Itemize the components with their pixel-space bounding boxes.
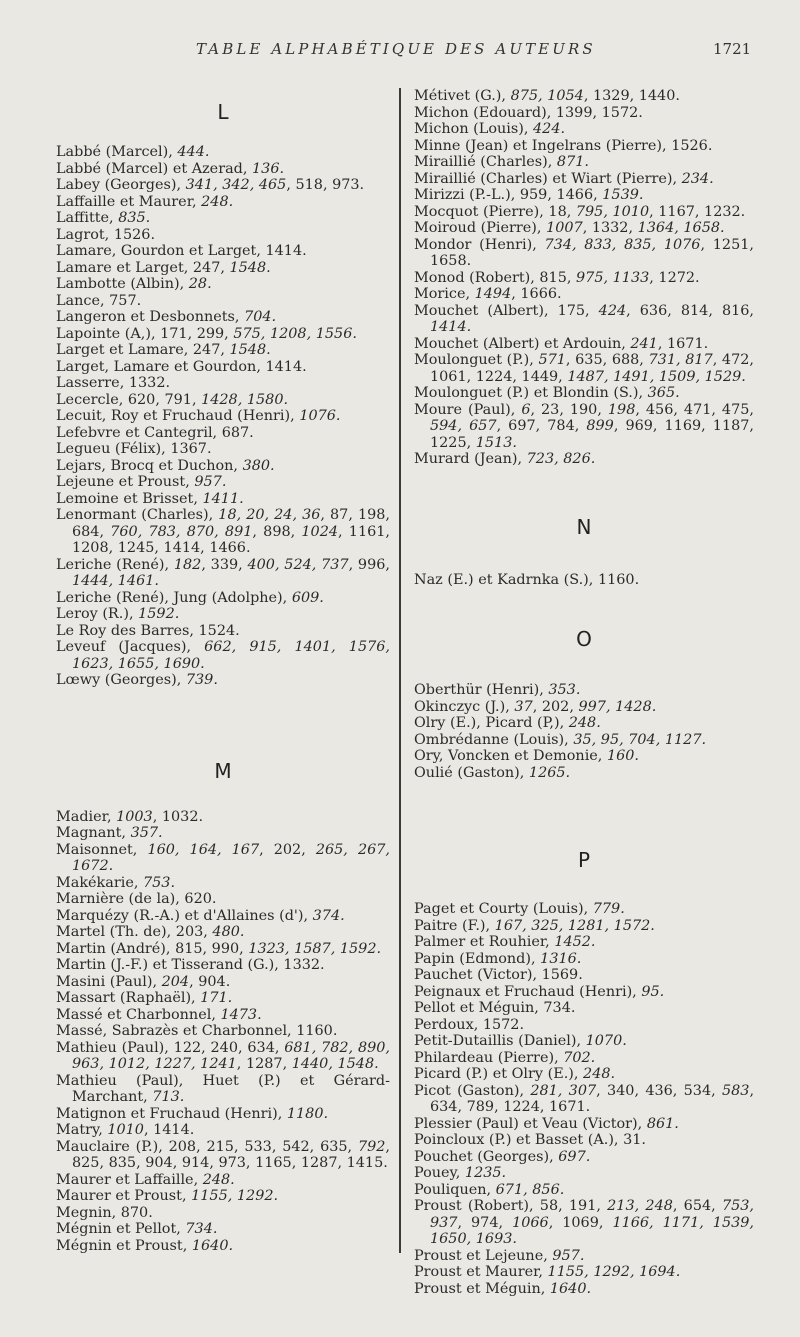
index-entry: Matry, 1010, 1414. [56, 1122, 195, 1138]
index-entry: Mirizzi (P.-L.), 959, 1466, 1539. [414, 187, 644, 203]
index-entry: Laffaille et Maurer, 248. [56, 193, 234, 210]
index-entry: Lefebvre et Cantegril, 687. [56, 424, 254, 441]
index-entry: Larget et Lamare, 247, 1548. [56, 342, 271, 358]
index-entry: Pellot et Méguin, 734. [414, 1000, 576, 1016]
index-entry: Minne (Jean) et Ingelrans (Pierre), 1526. [414, 137, 713, 154]
index-entry: Pouchet (Georges), 697. [414, 1148, 591, 1165]
index-entry: Métivet (G.), 875, 1054, 1329, 1440. [414, 88, 680, 104]
index-entry: Pouliquen, 671, 856. [414, 1181, 565, 1198]
index-entry: Lance, 757. [56, 292, 142, 309]
index-entry: Lejars, Brocq et Duchon, 380. [56, 457, 275, 474]
index-entry: Lagrot, 1526. [56, 226, 156, 243]
page-header [0, 40, 800, 64]
index-entry: Monod (Robert), 815, 975, 1133, 1272. [414, 269, 700, 286]
index-entry: Labbé (Marcel) et Azerad, 136. [56, 160, 285, 177]
index-entry: Ombrédanne (Louis), 35, 95, 704, 1127. [414, 731, 707, 748]
index-entry: Mégnin et Pellot, 734. [56, 1221, 218, 1237]
left-column [56, 88, 390, 1254]
index-entry: Leriche (René), Jung (Adolphe), 609. [56, 589, 324, 606]
index-entry: Lecuit, Roy et Fruchaud (Henri), 1076. [56, 408, 341, 424]
index-entry: Masini (Paul), 204, 904. [56, 973, 231, 990]
index-entry: Oberthür (Henri), 353. [414, 682, 581, 698]
index-entry: Moulonguet (P.), 571, 635, 688, 731, 817, 472, 1061, 1224, 1449, 1487, 1491, 1509, 1529. [414, 352, 754, 385]
index-entry: Morice, 1494, 1666. [414, 286, 562, 302]
running-title: TABLE ALPHABÉTIQUE DES AUTEURS [196, 40, 596, 58]
index-entry: Poincloux (P.) et Basset (A.), 31. [414, 1132, 646, 1148]
section-letter-m: M [214, 758, 232, 783]
index-entry: Okinczyc (J.), 37, 202, 997, 1428. [414, 698, 657, 715]
index-entry: Oulié (Gaston), 1265. [414, 764, 571, 781]
section-letter-p: P [577, 848, 591, 872]
index-entry: Lœwy (Georges), 739. [56, 672, 218, 688]
index-entry: Larget, Lamare et Gourdon, 1414. [56, 358, 307, 375]
index-entry: Massé, Sabrazès et Charbonnel, 1160. [56, 1023, 338, 1039]
index-entry: Labey (Georges), 341, 342, 465, 518, 973. [56, 177, 365, 193]
index-entry: Madier, 1003, 1032. [56, 808, 204, 825]
right-column [414, 88, 754, 1297]
section-letter-n: N [576, 514, 592, 539]
index-entry: Picard (P.) et Olry (E.), 248. [414, 1066, 616, 1082]
index-entry: Palmer et Rouhier, 1452. [414, 934, 596, 950]
index-entry: Mauclaire (P.), 208, 215, 533, 542, 635, 792, 825, 835, 904, 914, 973, 1165, 1287, 1415. [56, 1138, 390, 1171]
column-divider [399, 88, 401, 1253]
index-entry: Mocquot (Pierre), 18, 795, 1010, 1167, 1232. [414, 203, 746, 220]
index-entry: Mégnin et Proust, 1640. [56, 1237, 234, 1254]
index-entry: Legueu (Félix), 1367. [56, 441, 212, 457]
index-entry: Moure (Paul), 6, 23, 190, 198, 456, 471, 475, 594, 657, 697, 784, 899, 969, 1169, 1187, 1225, 1513. [414, 401, 754, 451]
index-entry: Matignon et Fruchaud (Henri), 1180. [56, 1105, 329, 1122]
index-entry: Murard (Jean), 723, 826. [414, 451, 596, 467]
index-entry: Olry (E.), Picard (P,), 248. [414, 715, 601, 731]
index-entry: Picot (Gaston), 281, 307, 340, 436, 534, 583, 634, 789, 1224, 1671. [414, 1082, 755, 1115]
index-entry: Langeron et Desbonnets, 704. [56, 309, 277, 325]
index-entry: Papin (Edmond), 1316. [414, 950, 582, 967]
index-entry: Megnin, 870. [56, 1204, 153, 1221]
index-entry: Mondor (Henri), 734, 833, 835, 1076, 1251, 1658. [414, 236, 754, 269]
index-entry: Maurer et Proust, 1155, 1292. [56, 1188, 279, 1204]
index-entry: Lambotte (Albin), 28. [56, 276, 212, 292]
section-letter-l: L [217, 100, 229, 124]
index-entry: Leriche (René), 182, 339, 400, 524, 737, 996, 1444, 1461. [56, 556, 390, 589]
index-entry: Mathieu (Paul), Huet (P.) et Gérard-Marchant, 713. [56, 1072, 390, 1105]
index-entry: Lenormant (Charles), 18, 20, 24, 36, 87, 198, 684, 760, 783, 870, 891, 898, 1024, 1161, 1208, 1245, 1414, 1466. [56, 507, 390, 556]
index-entry: Massé et Charbonnel, 1473. [56, 1006, 262, 1023]
index-entry: Martel (Th. de), 203, 480. [56, 924, 245, 940]
index-entry: Paitre (F.), 167, 325, 1281, 1572. [414, 917, 655, 934]
index-entry: Plessier (Paul) et Veau (Victor), 861. [414, 1115, 679, 1132]
index-entry: Mathieu (Paul), 122, 240, 634, 681, 782, 890, 963, 1012, 1227, 1241, 1287, 1440, 1548. [56, 1039, 390, 1072]
index-entry: Lejeune et Proust, 957. [56, 474, 227, 490]
index-entry: Peignaux et Fruchaud (Henri), 95. [414, 983, 665, 1000]
index-entry: Labbé (Marcel), 444. [56, 144, 210, 160]
index-entry: Ory, Voncken et Demonie, 160. [414, 748, 640, 764]
index-entry: Marnière (de la), 620. [56, 891, 217, 907]
index-entry: Mouchet (Albert), 175, 424, 636, 814, 816, 1414. [414, 302, 754, 335]
index-entry: Makékarie, 753. [56, 874, 176, 891]
index-entry: Moiroud (Pierre), 1007, 1332, 1364, 1658. [414, 220, 725, 236]
index-entry: Naz (E.) et Kadrnka (S.), 1160. [414, 571, 640, 588]
index-entry: Proust (Robert), 58, 191, 213, 248, 654, 753, 937, 974, 1066, 1069, 1166, 1171, 1539, 1650, 1693. [414, 1198, 755, 1247]
index-entry: Michon (Edouard), 1399, 1572. [414, 104, 643, 121]
index-entry: Paget et Courty (Louis), 779. [414, 901, 625, 917]
index-entry: Le Roy des Barres, 1524. [56, 622, 240, 639]
index-entry: Lapointe (A,), 171, 299, 575, 1208, 1556. [56, 325, 357, 342]
index-entry: Miraillié (Charles), 871. [414, 154, 589, 170]
index-entry: Lamare et Larget, 247, 1548. [56, 259, 271, 276]
index-entry: Lamare, Gourdon et Larget, 1414. [56, 243, 307, 259]
index-entry: Proust et Maurer, 1155, 1292, 1694. [414, 1264, 681, 1280]
index-entry: Maurer et Laffaille, 248. [56, 1171, 235, 1188]
index-entry: Marquézy (R.-A.) et d'Allaines (d'), 374. [56, 907, 345, 924]
index-entry: Lecercle, 620, 791, 1428, 1580. [56, 391, 289, 408]
section-letter-o: O [576, 627, 592, 651]
index-entry: Moulonguet (P.) et Blondin (S.), 365. [414, 385, 680, 401]
index-entry: Lasserre, 1332. [56, 375, 171, 391]
index-entry: Mouchet (Albert) et Ardouin, 241, 1671. [414, 335, 709, 352]
index-entry: Pauchet (Victor), 1569. [414, 967, 583, 983]
index-entry: Pouey, 1235. [414, 1165, 507, 1181]
index-entry: Lemoine et Brisset, 1411. [56, 490, 244, 507]
index-entry: Proust et Lejeune, 957. [414, 1247, 585, 1264]
index-entry: Massart (Raphaël), 171. [56, 990, 233, 1006]
index-entry: Leveuf (Jacques), 662, 915, 1401, 1576, 1623, 1655, 1690. [56, 639, 390, 672]
index-entry: Martin (André), 815, 990, 1323, 1587, 1592. [56, 940, 382, 957]
index-entry: Proust et Méguin, 1640. [414, 1280, 592, 1297]
index-entry: Miraillié (Charles) et Wiart (Pierre), 234. [414, 170, 714, 187]
index-entry: Perdoux, 1572. [414, 1016, 525, 1033]
index-entry: Martin (J.-F.) et Tisserand (G.), 1332. [56, 957, 325, 973]
index-entry: Magnant, 357. [56, 825, 163, 841]
index-entry: Michon (Louis), 424. [414, 121, 566, 137]
index-entry: Maisonnet, 160, 164, 167, 202, 265, 267, 1672. [56, 841, 390, 874]
index-entry: Laffitte, 835. [56, 210, 151, 226]
index-entry: Petit-Dutaillis (Daniel), 1070. [414, 1033, 627, 1049]
page-number: 1721 [713, 40, 752, 58]
index-entry: Leroy (R.), 1592. [56, 606, 180, 622]
index-entry: Philardeau (Pierre), 702. [414, 1049, 596, 1066]
